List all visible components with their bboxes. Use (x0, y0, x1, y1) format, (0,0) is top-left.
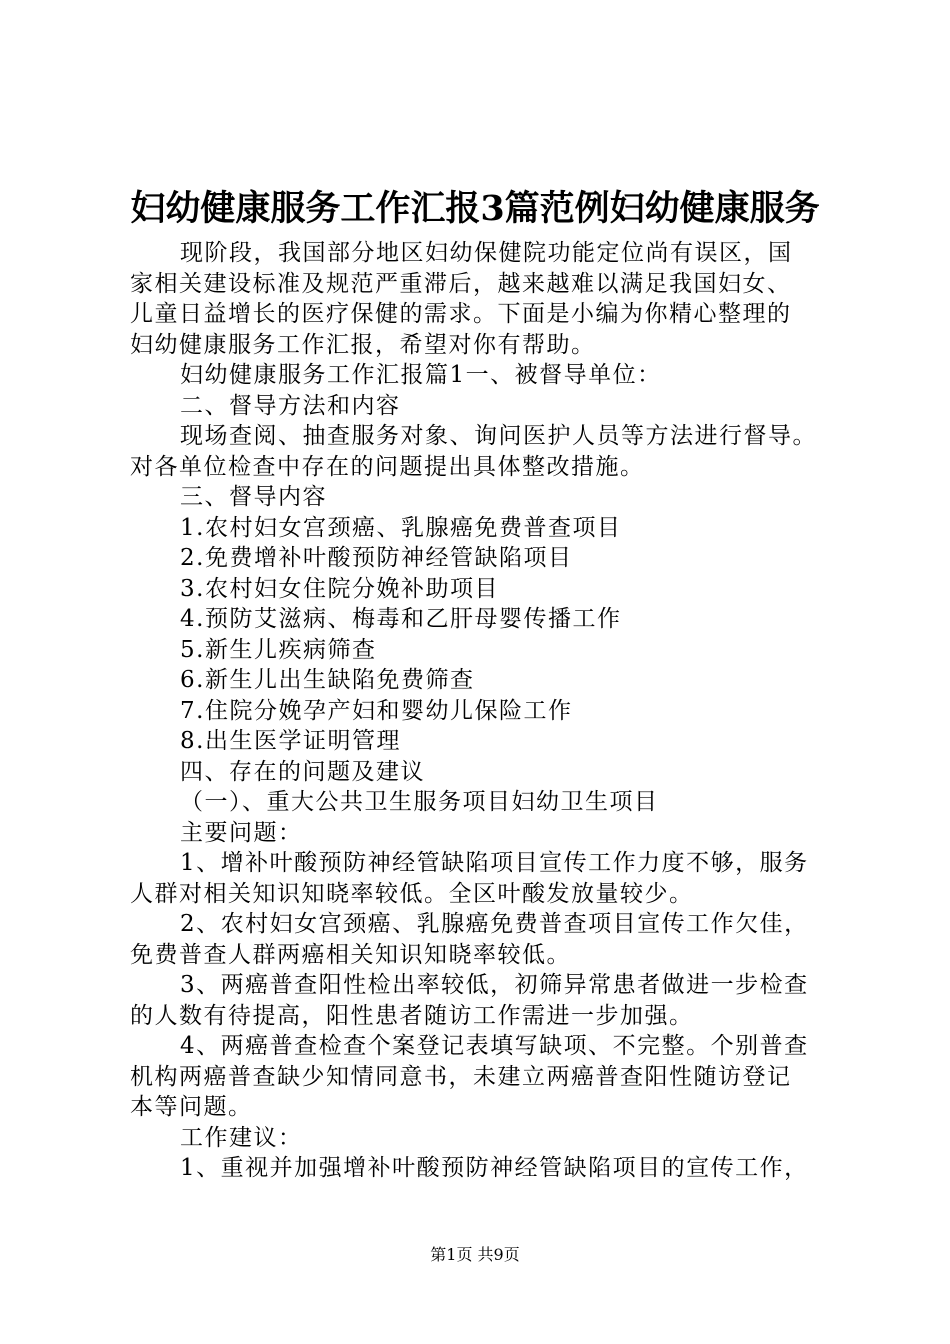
document-body (130, 238, 850, 1184)
paragraph-line: 免费普查人群两癌相关知识知晓率较低。 (130, 941, 571, 968)
paragraph-line: 本等问题。 (130, 1094, 253, 1120)
list-item: 6.新生儿出生缺陷免费筛查 (180, 667, 475, 693)
section-heading: 四、存在的问题及建议 (180, 758, 425, 785)
paragraph-line: 2、农村妇女宫颈癌、乳腺癌免费普查项目宣传工作欠佳， (180, 911, 809, 937)
list-item: 3.农村妇女住院分娩补助项目 (180, 575, 499, 602)
paragraph-line: 1、增补叶酸预防神经管缺陷项目宣传工作力度不够，服务 (180, 850, 809, 876)
paragraph-line: 1、重视并加强增补叶酸预防神经管缺陷项目的宣传工作， (180, 1155, 809, 1181)
paragraph-line: 的人数有待提高，阳性患者随访工作需进一步加强。 (130, 1002, 694, 1029)
list-item: 4.预防艾滋病、梅毒和乙肝母婴传播工作 (180, 606, 622, 632)
document-title: 妇幼健康服务工作汇报3篇范例妇幼健康服务 (130, 188, 820, 229)
list-item: 8.出生医学证明管理 (180, 728, 401, 754)
paragraph-line: 3、两癌普查阳性检出率较低，初筛异常患者做进一步检查 (180, 972, 809, 998)
paragraph-line: 机构两癌普查缺少知情同意书，未建立两癌普查阳性随访登记 (130, 1063, 792, 1090)
section-heading: 二、督导方法和内容 (180, 392, 401, 419)
paragraph-line: 现阶段，我国部分地区妇幼保健院功能定位尚有误区，国 (180, 240, 793, 266)
paragraph-line: 现场查阅、抽查服务对象、询问医护人员等方法进行督导。 (180, 423, 817, 449)
paragraph-line: 对各单位检查中存在的问题提出具体整改措施。 (130, 453, 645, 480)
paragraph-line: 家相关建设标准及规范严重滞后，越来越难以满足我国妇女、 (130, 270, 792, 297)
paragraph-line: 主要问题： (180, 819, 303, 846)
list-item: 1.农村妇女宫颈癌、乳腺癌免费普查项目 (180, 514, 622, 541)
list-item: 5.新生儿疾病筛查 (180, 636, 377, 663)
subsection-heading: （一）、重大公共卫生服务项目妇幼卫生项目 (180, 789, 659, 815)
paragraph-line: 工作建议： (180, 1124, 303, 1151)
list-item: 2.免费增补叶酸预防神经管缺陷项目 (180, 545, 573, 571)
section-heading: 三、督导内容 (180, 484, 327, 510)
paragraph-line: 妇幼健康服务工作汇报，希望对你有帮助。 (130, 331, 596, 358)
paragraph-line: 4、两癌普查检查个案登记表填写缺项、不完整。个别普查 (180, 1033, 809, 1059)
list-item: 7.住院分娩孕产妇和婴幼儿保险工作 (180, 697, 573, 724)
paragraph-line: 儿童日益增长的医疗保健的需求。下面是小编为你精心整理的 (130, 301, 792, 327)
paragraph-line: 妇幼健康服务工作汇报篇1一、被督导单位： (180, 362, 662, 388)
paragraph-line: 人群对相关知识知晓率较低。全区叶酸发放量较少。 (130, 880, 694, 907)
page-footer: 第1页 共9页 (430, 1245, 520, 1264)
